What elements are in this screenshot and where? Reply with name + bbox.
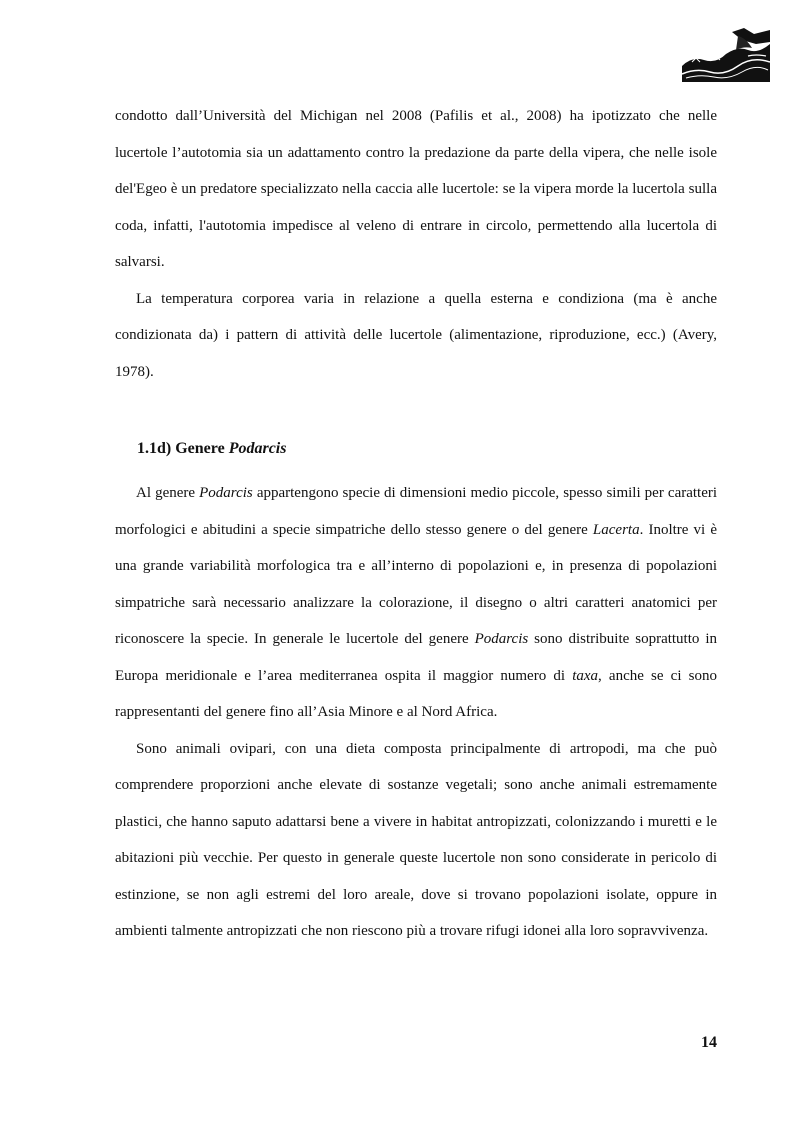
section-heading-title: Podarcis (228, 440, 287, 457)
paragraph-predation: condotto dall’Università del Michigan nel 2008 (Pafilis et al., 2008) ha ipotizzato che nelle lucertole l’autotomia sia un adattamento contro la predazione da parte della vipera, che nelle isole del'Egeo è un predatore specializzato nella caccia alle lucertole: se la vipera morde la lucertola sulla coda, infatti, l'autotomia impedisce al veleno di entrare in circolo, permettendo alla lucertola di salvarsi. (115, 108, 717, 270)
section-heading-number: 1.1d) Genere (137, 440, 225, 457)
text-run: sono distribuite soprattutto in Europa meridionale e l’area mediterranea ospita il maggior numero di (115, 631, 718, 684)
section-heading (137, 436, 697, 462)
paragraph-temperature: La temperatura corporea varia in relazione a quella esterna e condiziona (ma è anche condizionata da) i pattern di attività delle lucertole (alimentazione, riproduzione, ecc.) (Avery, 1978). (115, 290, 717, 380)
text-run: , anche se ci sono rappresentanti del genere fino all’Asia Minore e al Nord Africa. (115, 667, 717, 720)
italic-term: Podarcis (199, 485, 253, 501)
text-run: Al genere (136, 485, 196, 501)
italic-term: taxa (572, 667, 599, 684)
page-number: 14 (701, 1034, 717, 1051)
italic-term: Podarcis (474, 631, 529, 647)
paragraph-ecology: Sono animali ovipari, con una dieta composta principalmente di artropodi, ma che può comprendere proporzioni anche elevate di sostanze vegetali; sono anche animali estremamente plastici, che hanno saputo adattarsi bene a vivere in habitat antropizzati, colonizzando i muretti e le abitazioni più vecchie. Per questo in generale queste lucertole non sono considerate in pericolo di estinzione, se non agli estremi del loro areale, dove si trovano popolazioni isolate, oppure in ambienti talmente antropizzati che non riescono più a trovare rifugi idonei alla loro sopravvivenza. (115, 740, 717, 939)
text-run: . Inoltre vi è una grande variabilità morfologica tra e all’interno di popolazioni e, in presenza di popolazioni simpatriche sarà necessario analizzare la colorazione, il disegno o altri caratteri anatomici per riconoscere la specie. In generale le lucertole del genere (115, 521, 718, 647)
top-text-block (115, 98, 717, 390)
bottom-text-block (115, 475, 717, 950)
paragraph-genus-description (115, 475, 717, 731)
text-run: appartengono specie di dimensioni medio piccole, spesso simili per caratteri morfologici e abitudini a specie simpatriche dello stesso genere o del genere (115, 485, 718, 538)
italic-term: Lacerta (592, 521, 640, 538)
landscape-logo-icon (682, 26, 770, 82)
